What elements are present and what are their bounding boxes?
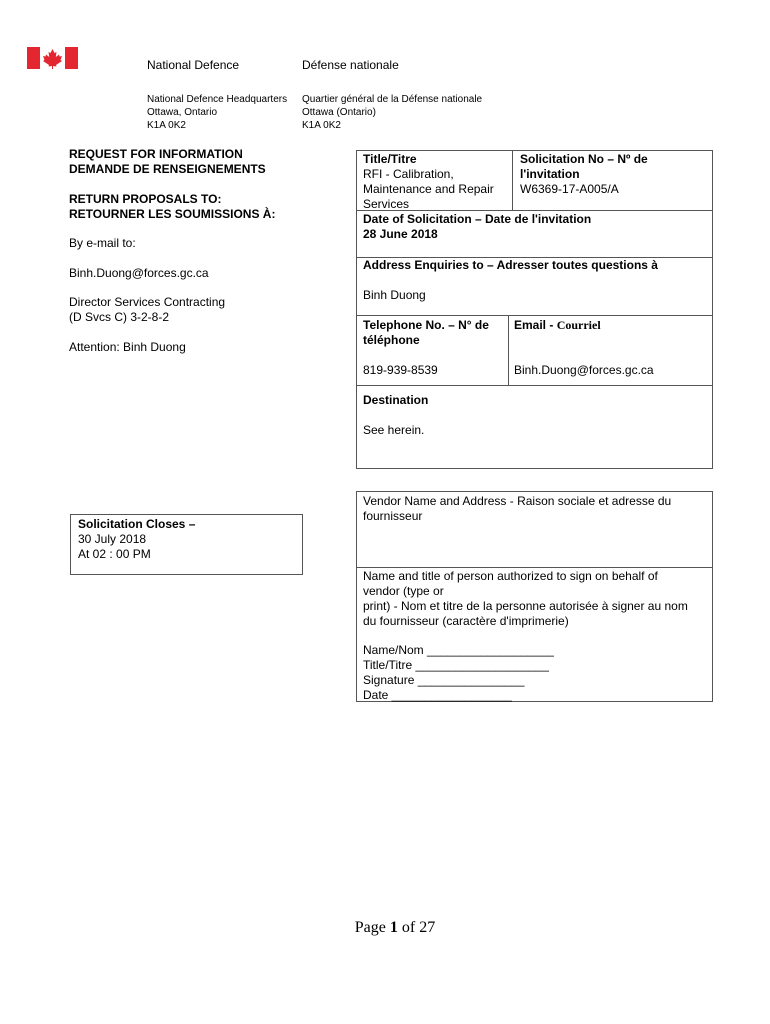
return-proposals-fr: RETOURNER LES SOUMISSIONS À: xyxy=(69,207,276,221)
solicitation-number-label-2: l'invitation xyxy=(520,167,580,181)
signature-fields xyxy=(363,643,554,703)
by-email-label: By e-mail to: xyxy=(69,236,136,250)
request-title-fr: DEMANDE DE RENSEIGNEMENTS xyxy=(69,162,266,176)
return-email: Binh.Duong@forces.gc.ca xyxy=(69,266,209,280)
authorized-line-1: Name and title of person authorized to sign on behalf of xyxy=(363,569,658,583)
title-value-line-2: Maintenance and Repair xyxy=(363,182,494,196)
divider xyxy=(356,567,713,568)
solicitation-number-field xyxy=(520,152,648,197)
return-proposals-en: RETURN PROPOSALS TO: xyxy=(69,192,222,206)
solicitation-closes-box xyxy=(70,514,303,575)
address-fr-line-2: Ottawa (Ontario) xyxy=(302,107,376,118)
contact-email-value: Binh.Duong@forces.gc.ca xyxy=(514,363,654,377)
telephone-value: 819-939-8539 xyxy=(363,363,438,377)
attention-line: Attention: Binh Duong xyxy=(69,340,186,354)
destination-value: See herein. xyxy=(363,423,425,437)
divider xyxy=(508,315,509,385)
closes-time: At 02 : 00 PM xyxy=(78,547,151,561)
enquiries-contact: Binh Duong xyxy=(363,288,426,302)
address-fr-line-1: Quartier général de la Défense nationale xyxy=(302,94,483,105)
authorized-line-2: vendor (type or xyxy=(363,584,444,598)
title-value-line-3: Services xyxy=(363,197,410,211)
authorized-person-label xyxy=(363,569,688,629)
name-field[interactable]: Name/Nom ___________________ xyxy=(363,643,554,657)
title-field-line[interactable]: Title/Titre ____________________ xyxy=(363,658,549,672)
page-number xyxy=(0,919,770,937)
vendor-name-address-line-2: fournisseur xyxy=(363,509,423,523)
divider xyxy=(356,385,713,386)
closes-label: Solicitation Closes – xyxy=(78,517,196,531)
dept-name-fr: Défense nationale xyxy=(302,58,399,72)
enquiries-label: Address Enquiries to – Adresser toutes questions à xyxy=(363,258,658,272)
authorized-line-3: print) - Nom et titre de la personne autorisée à signer au nom xyxy=(363,599,688,613)
telephone-label-line-2: téléphone xyxy=(363,333,420,347)
vendor-name-address-label xyxy=(363,494,671,524)
telephone-label xyxy=(363,318,489,348)
date-field[interactable]: Date __________________ xyxy=(363,688,512,702)
canada-flag-logo xyxy=(27,47,78,69)
dsvcs-line: (D Svcs C) 3-2-8-2 xyxy=(69,310,170,324)
solicitation-date-label: Date of Solicitation – Date de l'invitation xyxy=(363,212,592,226)
request-title xyxy=(69,147,266,177)
divider xyxy=(356,315,713,316)
address-en-line-2: Ottawa, Ontario xyxy=(147,107,218,118)
email-label-fr: Courriel xyxy=(556,318,601,332)
address-fr-line-3: K1A 0K2 xyxy=(302,120,341,131)
closes-date: 30 July 2018 xyxy=(78,532,147,546)
divider xyxy=(512,150,513,210)
director-contact xyxy=(69,295,225,325)
solicitation-date-field xyxy=(363,212,591,242)
page-total: of 27 xyxy=(397,919,436,936)
address-en xyxy=(147,93,287,132)
return-proposals xyxy=(69,192,275,222)
solicitation-number-value: W6369-17-A005/A xyxy=(520,182,619,196)
address-fr xyxy=(302,93,482,132)
page-current: 1 xyxy=(389,919,398,936)
solicitation-number-label-1: Solicitation No – Nº de xyxy=(520,152,648,166)
solicitation-date-value: 28 June 2018 xyxy=(363,227,438,241)
title-value-line-1: RFI - Calibration, xyxy=(363,167,454,181)
title-label: Title/Titre xyxy=(363,152,417,166)
email-label xyxy=(514,318,601,333)
address-en-line-1: National Defence Headquarters xyxy=(147,94,288,105)
title-field xyxy=(363,152,494,212)
destination-label: Destination xyxy=(363,393,429,407)
address-en-line-3: K1A 0K2 xyxy=(147,120,186,131)
page-word: Page xyxy=(354,919,390,936)
email-label-en: Email - xyxy=(514,318,557,332)
signature-field[interactable]: Signature ________________ xyxy=(363,673,525,687)
vendor-name-address-line-1: Vendor Name and Address - Raison sociale et adresse du xyxy=(363,494,672,508)
authorized-line-4: du fournisseur (caractère d'imprimerie) xyxy=(363,614,569,628)
dept-name-en: National Defence xyxy=(147,58,240,72)
request-title-en: REQUEST FOR INFORMATION xyxy=(69,147,243,161)
telephone-label-line-1: Telephone No. – N° de xyxy=(363,318,489,332)
director-line: Director Services Contracting xyxy=(69,295,226,309)
